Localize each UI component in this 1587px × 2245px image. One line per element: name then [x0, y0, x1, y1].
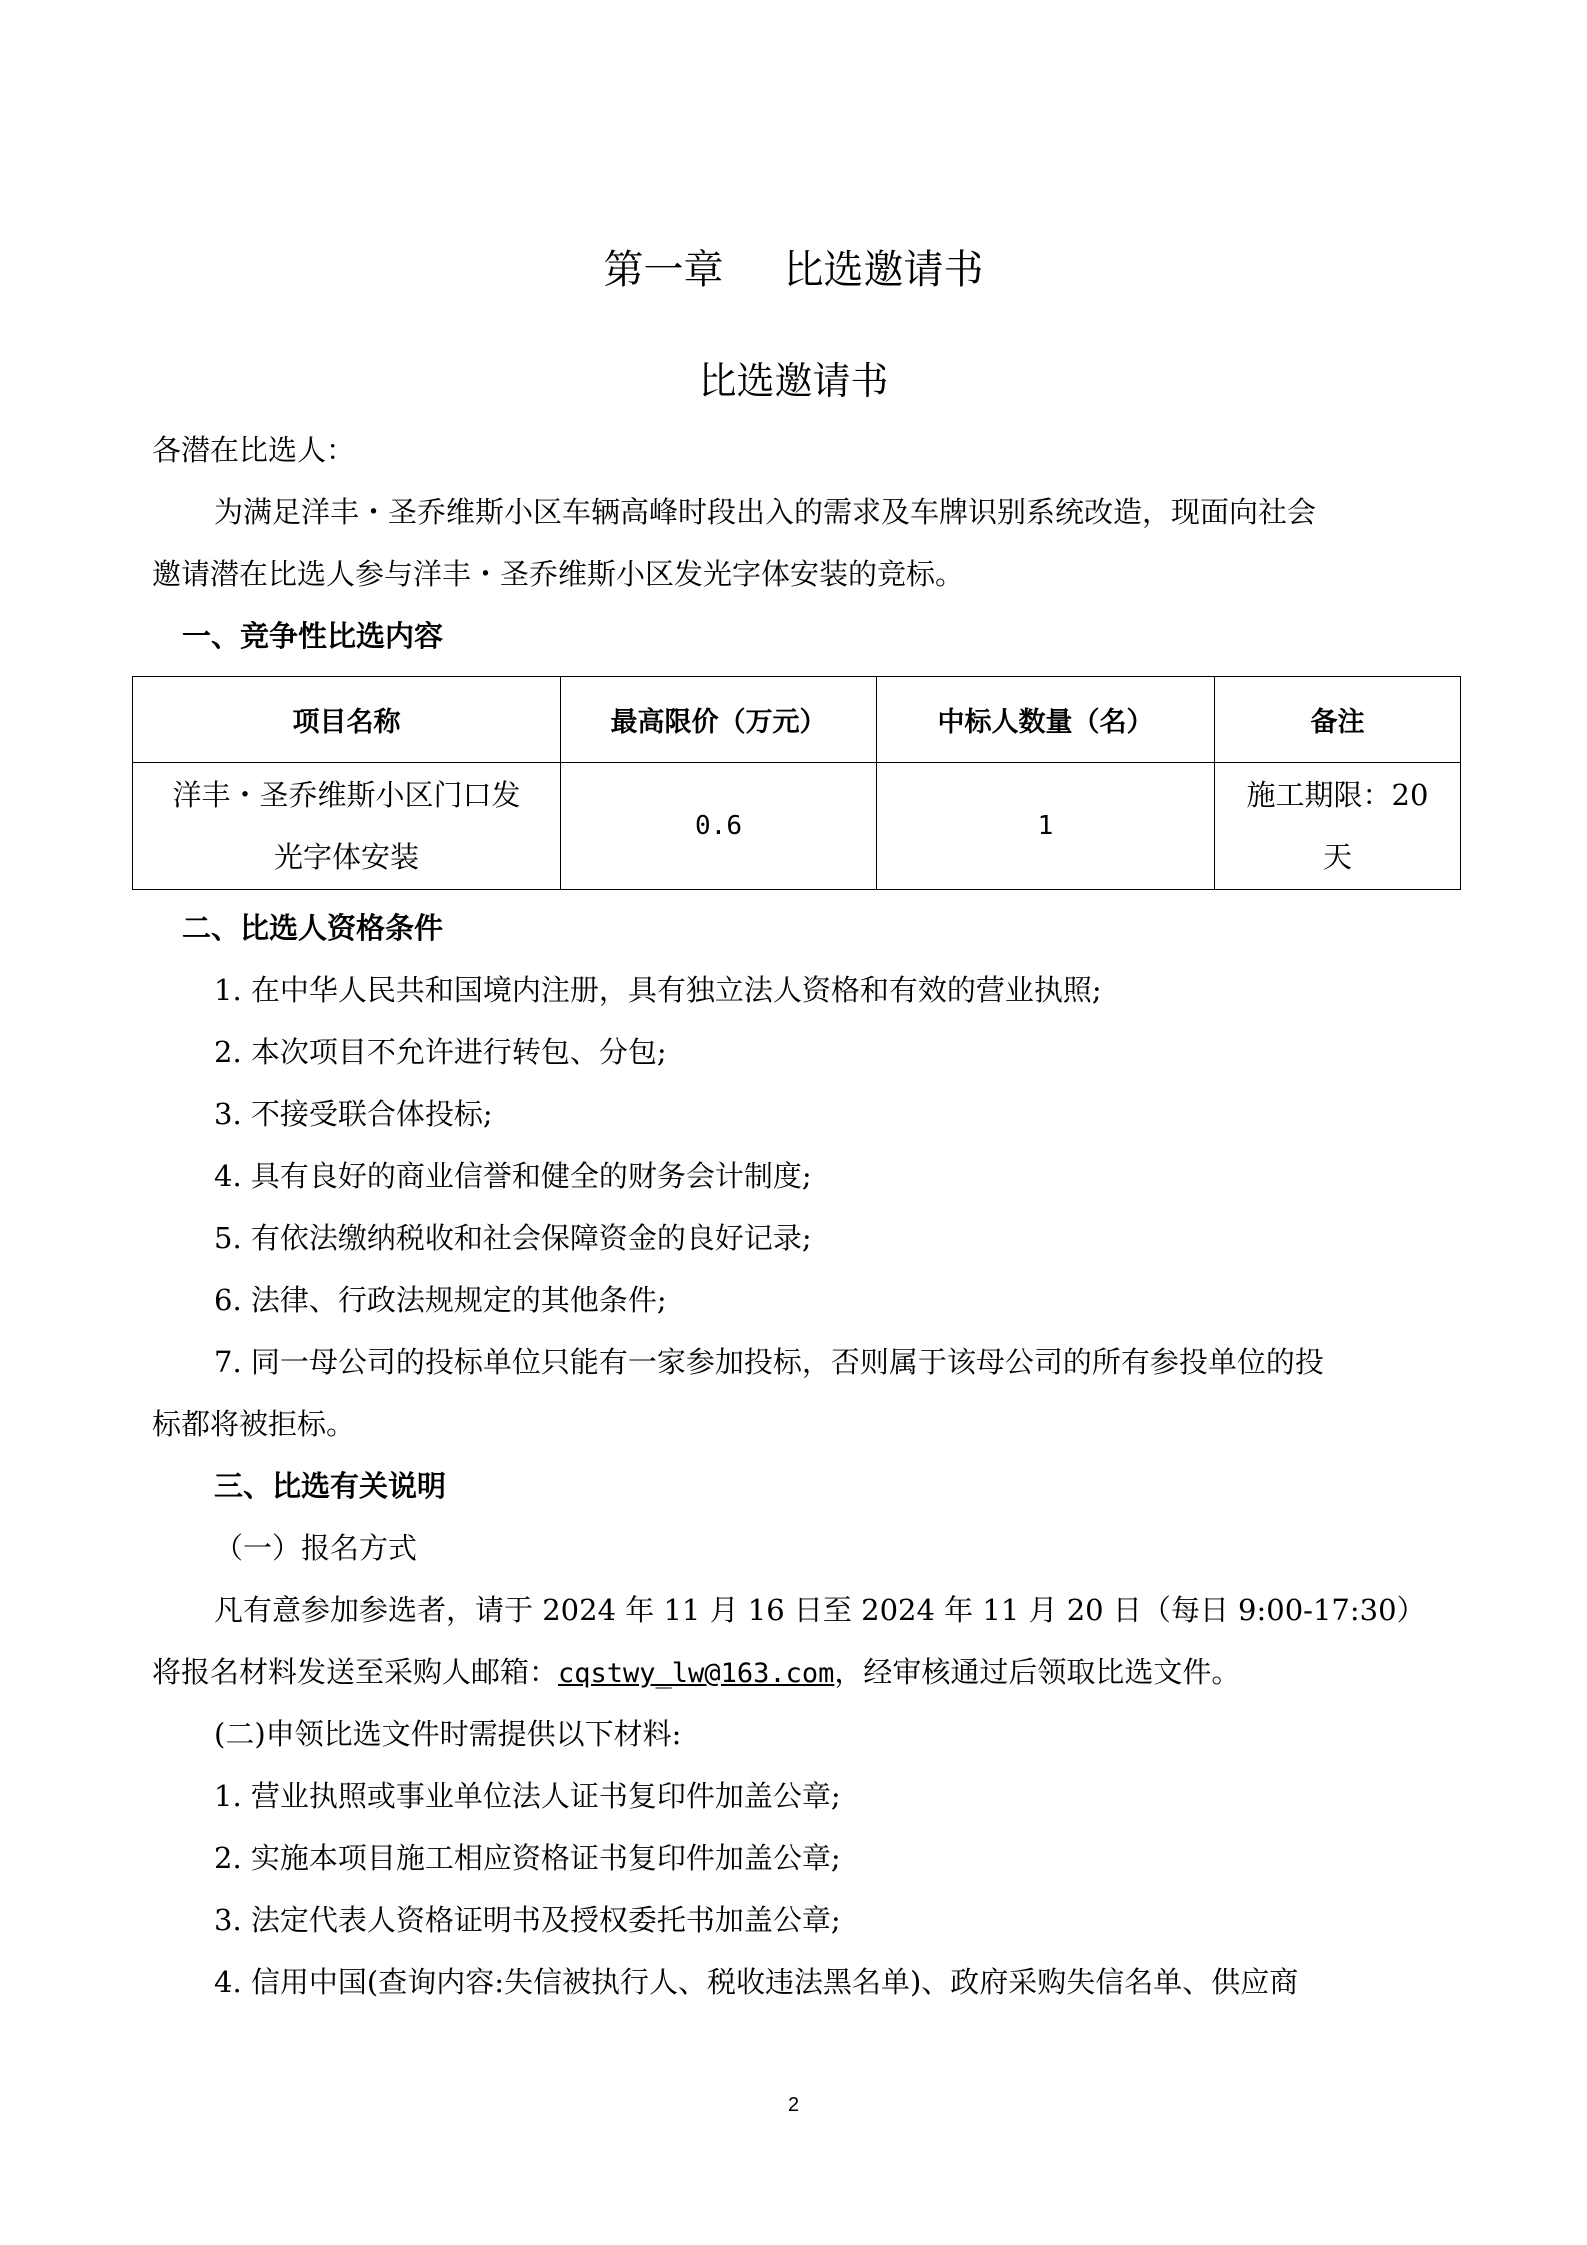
list-item: 2. 实施本项目施工相应资格证书复印件加盖公章;	[214, 1841, 841, 1875]
cell-note	[1215, 763, 1461, 890]
section-heading-competition: 一、竞争性比选内容	[182, 619, 444, 653]
page-number: 2	[787, 2094, 800, 2116]
list-item: 3. 不接受联合体投标;	[214, 1097, 493, 1131]
list-item: 4. 信用中国(查询内容:失信被执行人、税收违法黑名单)、政府采购失信名单、供应商	[214, 1965, 1299, 1999]
registration-text-post: ，经审核通过后领取比选文件。	[834, 1655, 1241, 1689]
registration-line-2	[152, 1652, 1452, 1694]
chapter-name: 比选邀请书	[783, 247, 984, 293]
list-item: 5. 有依法缴纳税收和社会保障资金的良好记录;	[214, 1221, 812, 1255]
list-item: 7. 同一母公司的投标单位只能有一家参加投标，否则属于该母公司的所有参投单位的投	[214, 1345, 1324, 1379]
cell-project-name	[133, 763, 561, 890]
intro-line-1: 为满足洋丰・圣乔维斯小区车辆高峰时段出入的需求及车牌识别系统改造，现面向社会	[214, 495, 1317, 529]
header-winner-count: 中标人数量（名）	[877, 677, 1215, 763]
cell-max-price: 0.6	[561, 763, 877, 890]
subheading-registration: （一）报名方式	[214, 1531, 418, 1565]
chapter-title	[0, 238, 1587, 295]
table-header-row	[133, 677, 1461, 763]
cell-winner-count: 1	[877, 763, 1215, 890]
document-title: 比选邀请书	[698, 359, 889, 403]
header-note: 备注	[1215, 677, 1461, 763]
project-name-line-2: 光字体安装	[273, 840, 419, 874]
header-project-name: 项目名称	[133, 677, 561, 763]
email-link[interactable]: cqstwy_lw@163.com	[558, 1658, 835, 1689]
section-heading-notes: 三、比选有关说明	[214, 1469, 447, 1503]
table-row	[133, 763, 1461, 890]
note-line-2: 天	[1322, 840, 1352, 874]
intro-line-2: 邀请潜在比选人参与洋丰・圣乔维斯小区发光字体安装的竞标。	[152, 557, 965, 591]
registration-text-pre: 将报名材料发送至采购人邮箱：	[152, 1655, 559, 1689]
list-item: 2. 本次项目不允许进行转包、分包;	[214, 1035, 667, 1069]
project-name-line-1: 洋丰・圣乔维斯小区门口发	[172, 778, 521, 812]
chapter-number: 第一章	[603, 247, 724, 293]
list-item-continuation: 标都将被拒标。	[152, 1407, 356, 1441]
salutation: 各潜在比选人：	[152, 433, 356, 467]
section-heading-qualifications: 二、比选人资格条件	[182, 911, 444, 945]
list-item: 1. 营业执照或事业单位法人证书复印件加盖公章;	[214, 1779, 841, 1813]
list-item: 1. 在中华人民共和国境内注册，具有独立法人资格和有效的营业执照;	[214, 973, 1102, 1007]
subheading-materials: (二)申领比选文件时需提供以下材料:	[214, 1717, 682, 1751]
list-item: 6. 法律、行政法规规定的其他条件;	[214, 1283, 667, 1317]
list-item: 3. 法定代表人资格证明书及授权委托书加盖公章;	[214, 1903, 841, 1937]
header-max-price: 最高限价（万元）	[561, 677, 877, 763]
list-item: 4. 具有良好的商业信誉和健全的财务会计制度;	[214, 1159, 812, 1193]
competition-table	[132, 676, 1461, 890]
note-line-1: 施工期限：20	[1246, 778, 1429, 812]
registration-line-1: 凡有意参加参选者，请于 2024 年 11 月 16 日至 2024 年 11 月 20 日（每日 9:00-17:30）	[214, 1593, 1426, 1627]
